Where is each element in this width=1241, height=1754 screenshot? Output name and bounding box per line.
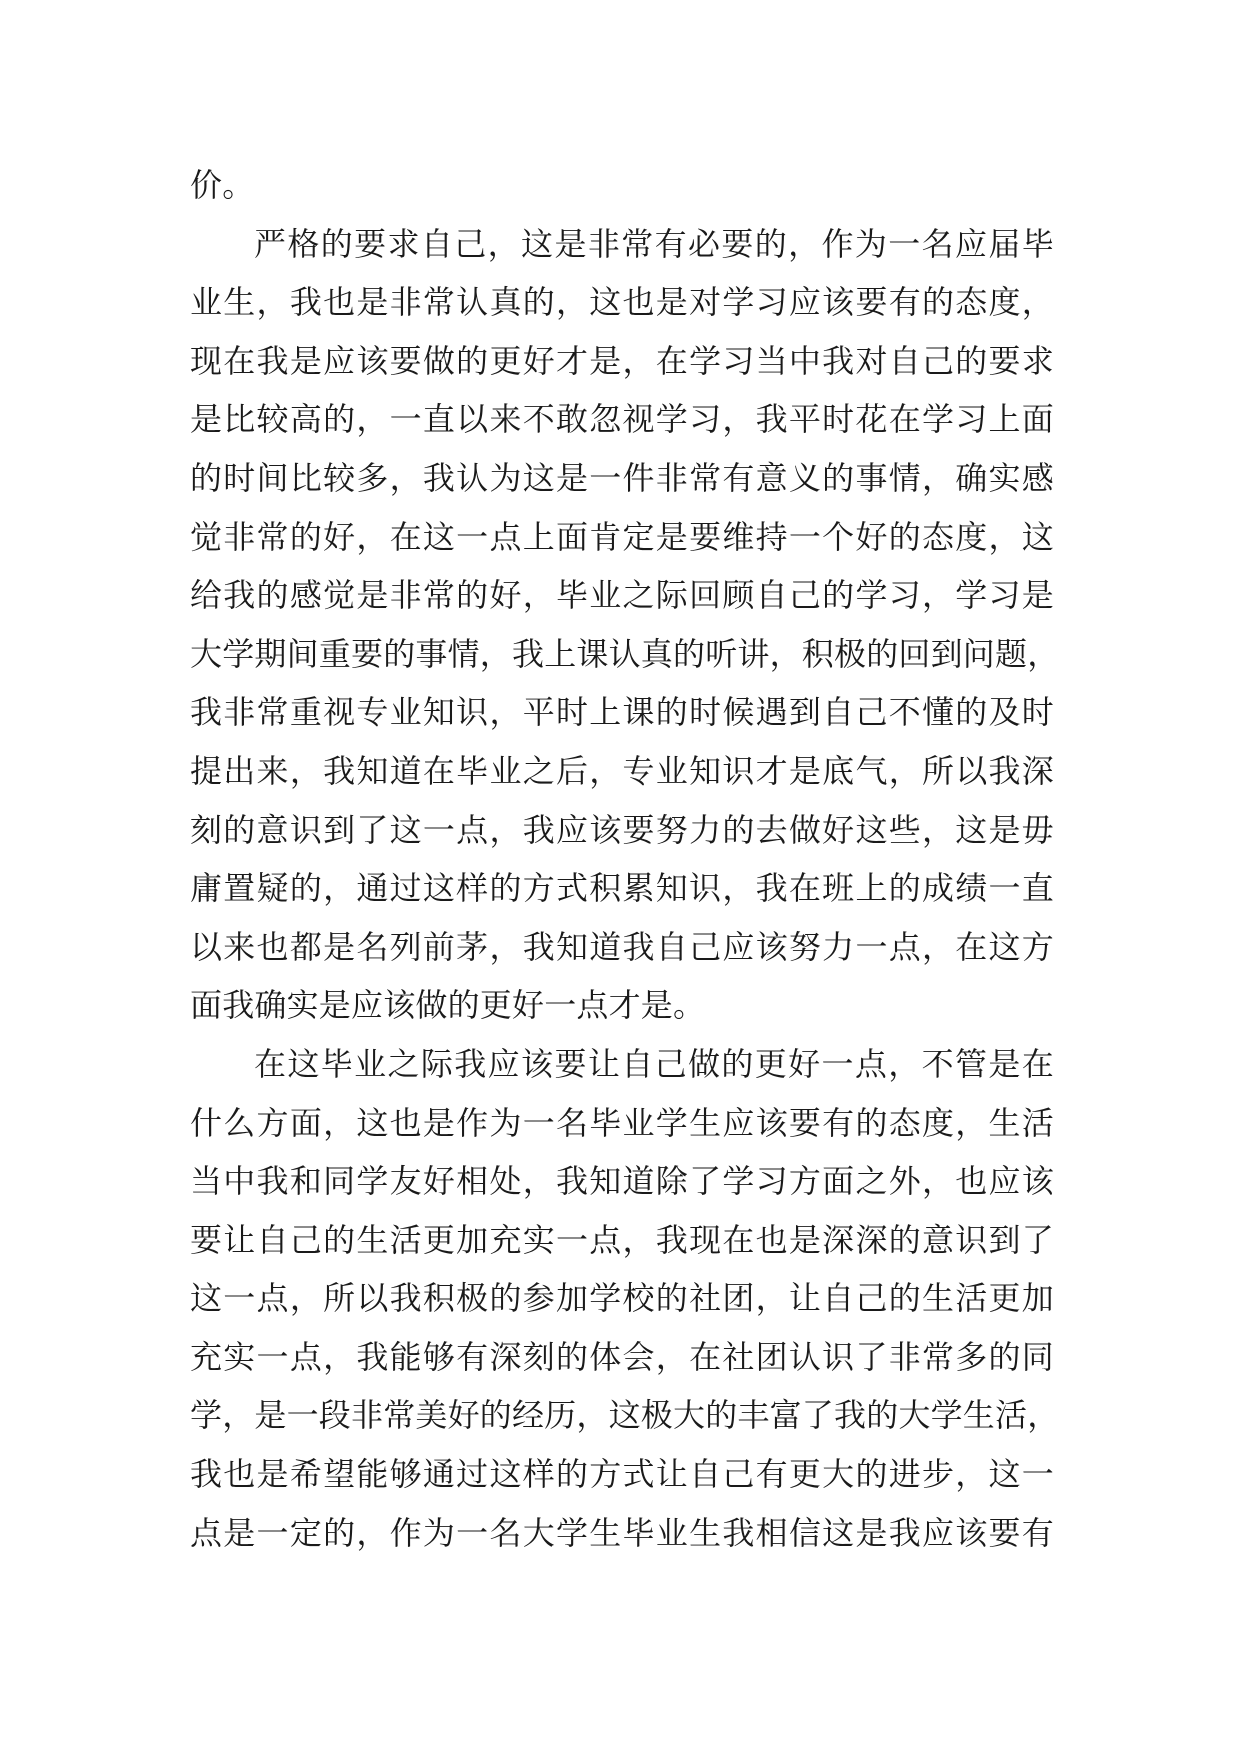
text-line: 什么方面，这也是作为一名毕业学生应该要有的态度，生活: [190, 1103, 1054, 1142]
text-line: 价。: [190, 166, 255, 204]
text-line: 大学期间重要的事情，我上课认真的听讲，积极的回到问题，: [190, 634, 1060, 673]
text-line: 庸置疑的，通过这样的方式积累知识，我在班上的成绩一直: [190, 869, 1054, 908]
paragraph: [190, 156, 1054, 215]
body-text: [190, 156, 1060, 1562]
text-line: 当中我和同学友好相处，我知道除了学习方面之外，也应该: [190, 1162, 1054, 1201]
text-line: 以来也都是名列前茅，我知道我自己应该努力一点，在这方: [190, 927, 1054, 966]
text-line: 这一点，所以我积极的参加学校的社团，让自己的生活更加: [190, 1279, 1054, 1318]
paragraph: [190, 1035, 1060, 1562]
paragraph: [190, 215, 1060, 1035]
text-line: 刻的意识到了这一点，我应该要努力的去做好这些，这是毋: [190, 810, 1054, 849]
text-line: 充实一点，我能够有深刻的体会，在社团认识了非常多的同: [190, 1337, 1054, 1376]
text-line: 是比较高的，一直以来不敢忽视学习，我平时花在学习上面: [190, 400, 1054, 439]
text-line: 学，是一段非常美好的经历，这极大的丰富了我的大学生活，: [190, 1396, 1060, 1435]
text-line: 的时间比较多，我认为这是一件非常有意义的事情，确实感: [190, 458, 1054, 497]
text-line: 严格的要求自己，这是非常有必要的，作为一名应届毕: [254, 224, 1054, 263]
text-line: 业生，我也是非常认真的，这也是对学习应该要有的态度，: [190, 283, 1054, 322]
text-line: 给我的感觉是非常的好，毕业之际回顾自己的学习，学习是: [190, 576, 1054, 615]
text-line: 现在我是应该要做的更好才是，在学习当中我对自己的要求: [190, 341, 1054, 380]
text-line: 要让自己的生活更加充实一点，我现在也是深深的意识到了: [190, 1220, 1054, 1259]
text-line: 提出来，我知道在毕业之后，专业知识才是底气，所以我深: [190, 751, 1054, 790]
text-line: 在这毕业之际我应该要让自己做的更好一点，不管是在: [254, 1044, 1054, 1083]
text-line: 觉非常的好，在这一点上面肯定是要维持一个好的态度，这: [190, 517, 1054, 556]
text-line: 我非常重视专业知识，平时上课的时候遇到自己不懂的及时: [190, 693, 1054, 732]
text-line: 面我确实是应该做的更好一点才是。: [190, 986, 706, 1025]
text-line: 我也是希望能够通过这样的方式让自己有更大的进步，这一: [190, 1455, 1054, 1494]
text-line: 点是一定的，作为一名大学生毕业生我相信这是我应该要有: [190, 1513, 1054, 1552]
